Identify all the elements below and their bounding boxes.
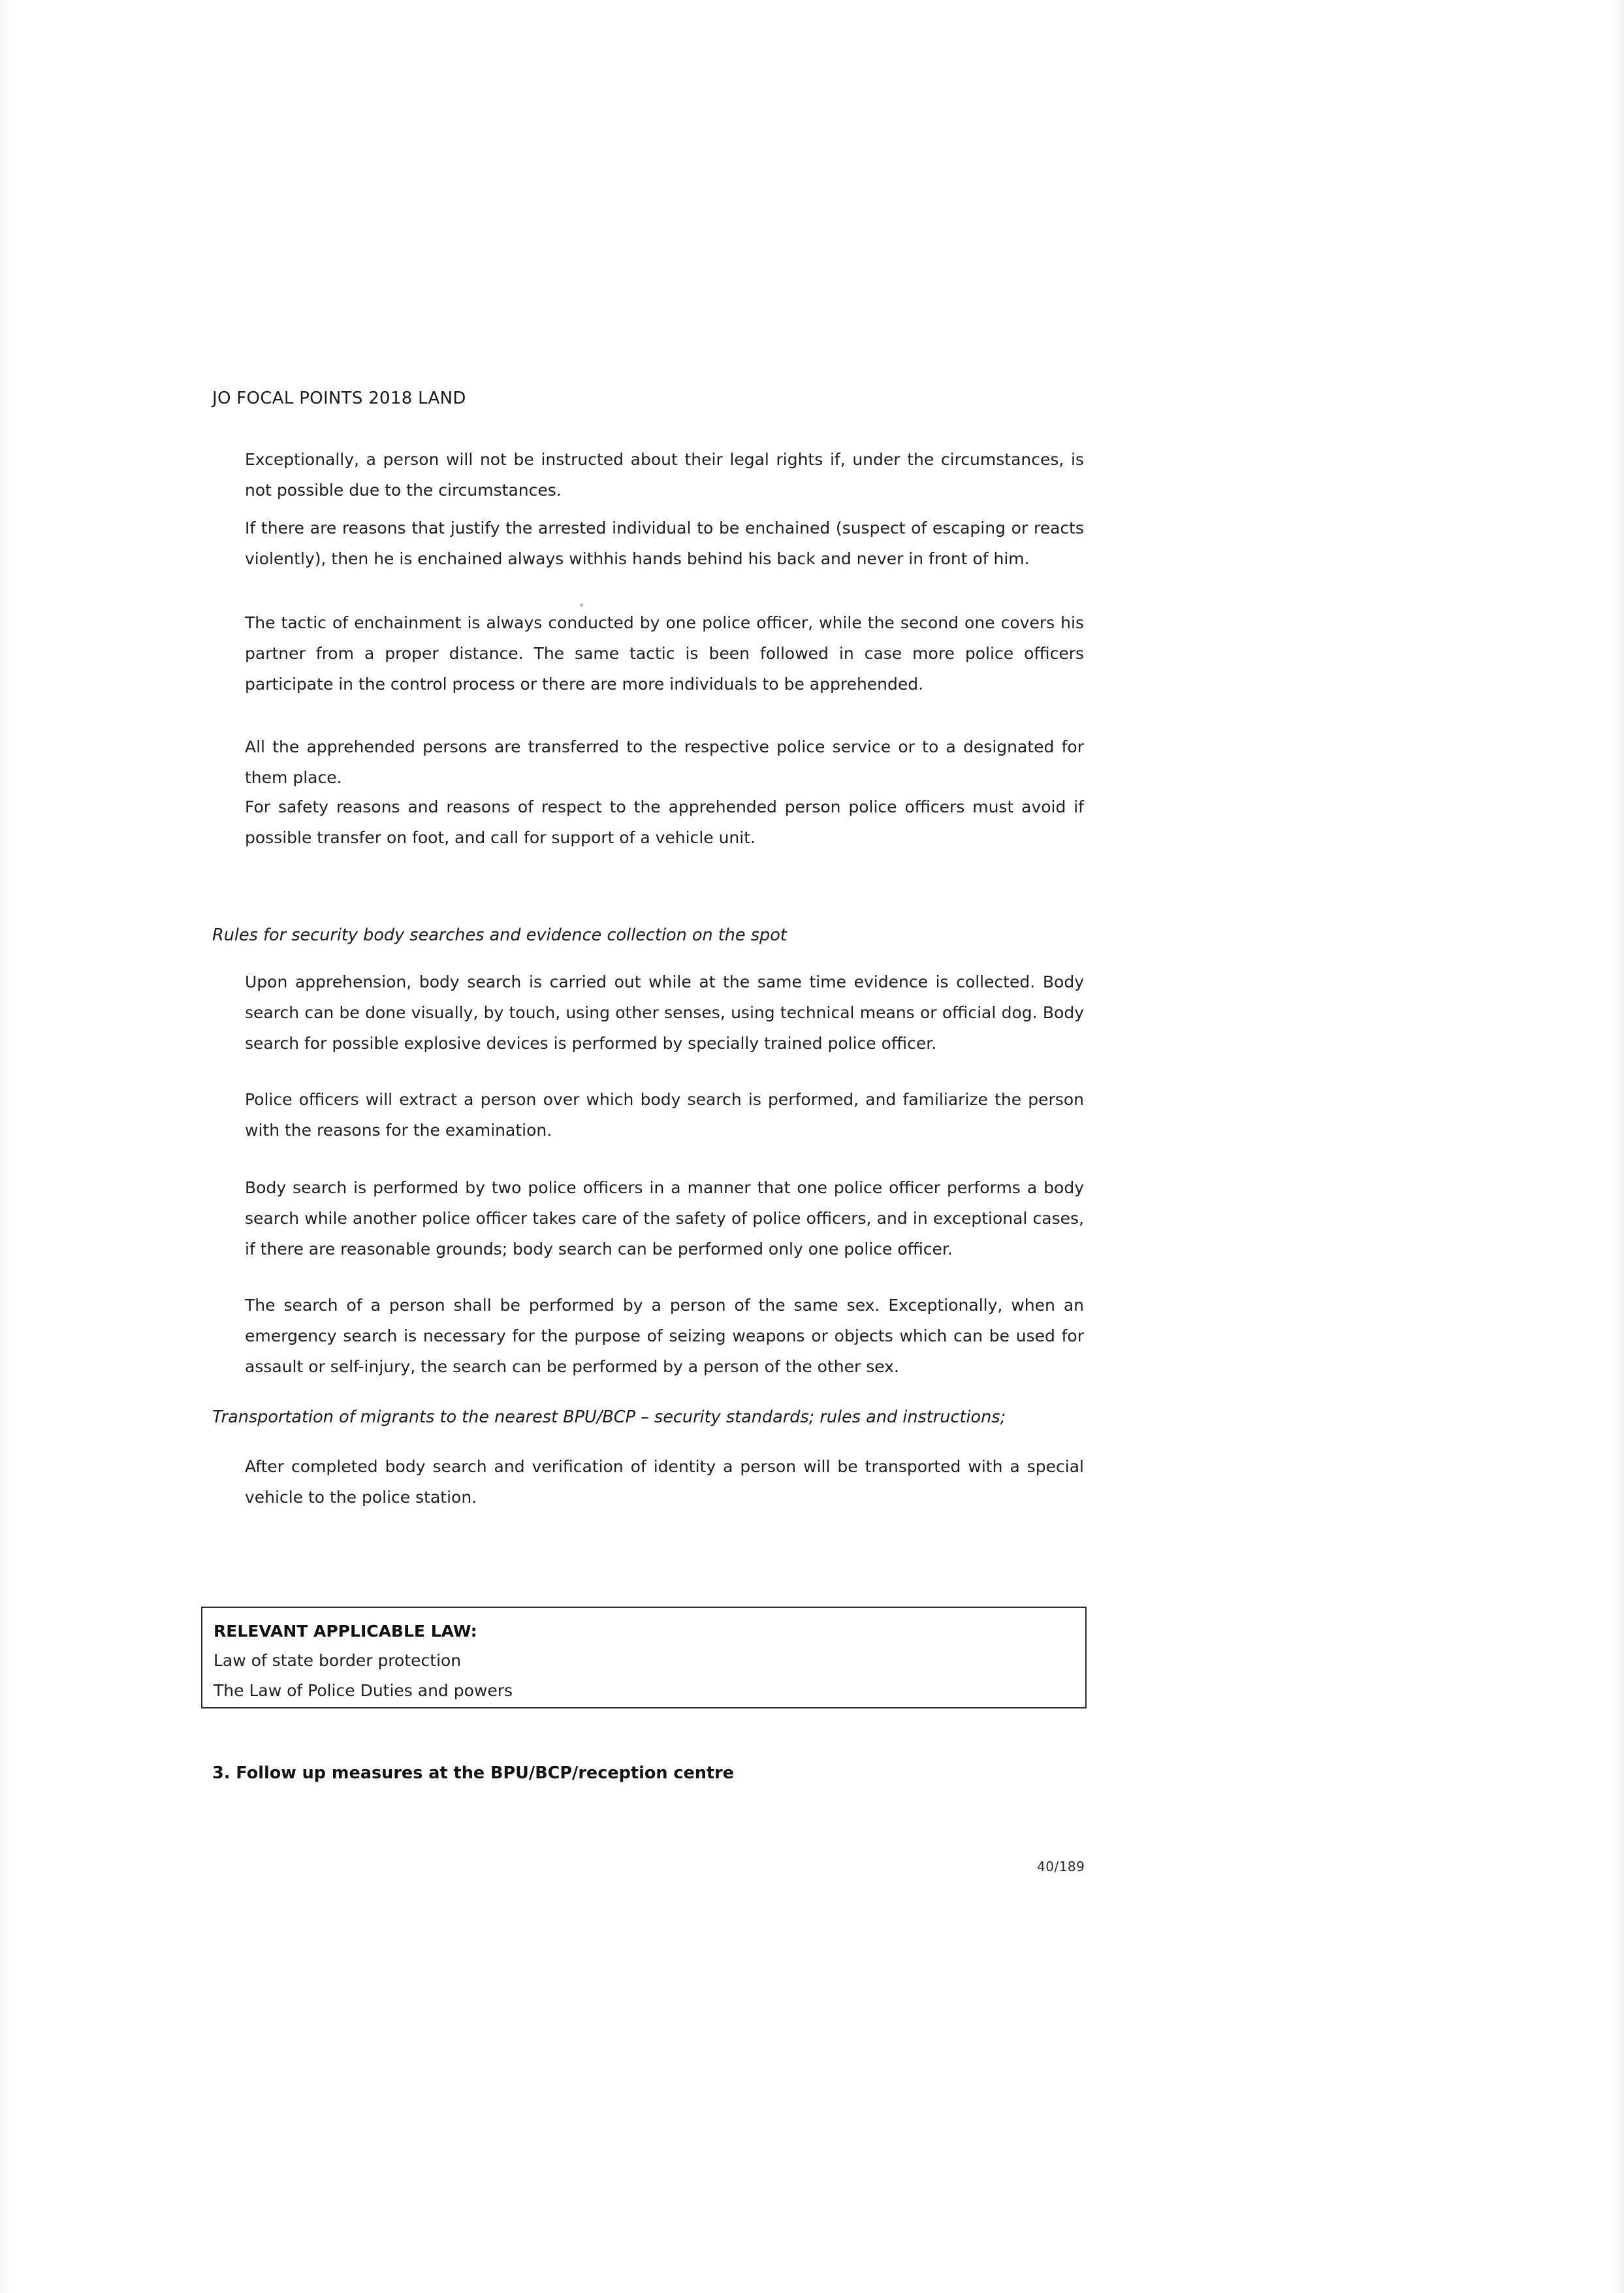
- intro-paragraph-4-block: [245, 731, 1084, 793]
- intro-paragraph-1-block: [245, 444, 1084, 505]
- relevant-applicable-law-box: [201, 1607, 1087, 1708]
- section-heading-body-searches: Rules for security body searches and evidence collection on the spot: [212, 925, 787, 945]
- running-head: JO FOCAL POINTS 2018 LAND: [212, 389, 466, 408]
- intro-paragraph-4: All the apprehended persons are transferred to the respective police service or to a designated for them place.: [245, 737, 1084, 787]
- page-number: 40/189: [1037, 1859, 1085, 1874]
- scan-speck: [580, 603, 583, 607]
- body-search-paragraph-4: The search of a person shall be performed by a person of the same sex. Exceptionally, when an emergency search is necessary for the purpose of seizing weapons or objects which can be used for assault or self-injury, the search can be performed by a person of the other sex.: [245, 1296, 1084, 1376]
- scan-edge-left: [0, 0, 17, 2293]
- section-heading-transportation: Transportation of migrants to the nearest BPU/BCP – security standards; rules and instructions;: [212, 1407, 1006, 1427]
- body-search-paragraph-2: Police officers will extract a person over which body search is performed, and familiarize the person with the reasons for the examination.: [245, 1090, 1084, 1140]
- transportation-paragraph-1: After completed body search and verification of identity a person will be transported with a special vehicle to the police station.: [245, 1457, 1084, 1507]
- intro-paragraph-2-block: [245, 513, 1084, 574]
- transportation-paragraph-1-block: [245, 1451, 1084, 1513]
- intro-paragraph-2: If there are reasons that justify the arrested individual to be enchained (suspect of escaping or reacts violently), then he is enchained always withhis hands behind his back and never in front of him.: [245, 519, 1084, 568]
- body-search-paragraph-3-block: [245, 1172, 1084, 1264]
- body-search-paragraph-3: Body search is performed by two police officers in a manner that one police officer performs a body search while another police officer takes care of the safety of police officers, and in exceptional cases, if there are reasonable grounds; body search can be performed only one police officer.: [245, 1178, 1084, 1259]
- intro-paragraph-5-block: [245, 792, 1084, 853]
- intro-paragraph-5: For safety reasons and reasons of respect to the apprehended person police officers must avoid if possible transfer on foot, and call for support of a vehicle unit.: [245, 797, 1084, 847]
- intro-paragraph-3: The tactic of enchainment is always conducted by one police officer, while the second one covers his partner from a proper distance. The same tactic is been followed in case more police officers participate in the control process or there are more individuals to be apprehended.: [245, 613, 1084, 694]
- intro-paragraph-1: Exceptionally, a person will not be instructed about their legal rights if, under the circumstances, is not possible due to the circumstances.: [245, 450, 1084, 500]
- relevant-law-title: RELEVANT APPLICABLE LAW:: [214, 1622, 477, 1641]
- body-search-paragraph-2-block: [245, 1084, 1084, 1146]
- relevant-law-item-2: The Law of Police Duties and powers: [214, 1681, 513, 1700]
- body-search-paragraph-4-block: [245, 1290, 1084, 1382]
- body-search-paragraph-1: Upon apprehension, body search is carried out while at the same time evidence is collected. Body search can be done visually, by touch, using other senses, using technical means or official dog. Body search for possible explosive devices is performed by specially trained police officer.: [245, 972, 1084, 1053]
- intro-paragraph-3-block: [245, 607, 1084, 699]
- next-section-heading: 3. Follow up measures at the BPU/BCP/reception centre: [212, 1763, 734, 1783]
- body-search-paragraph-1-block: [245, 967, 1084, 1059]
- scan-edge-right: [1607, 0, 1624, 2293]
- relevant-law-item-1: Law of state border protection: [214, 1651, 462, 1670]
